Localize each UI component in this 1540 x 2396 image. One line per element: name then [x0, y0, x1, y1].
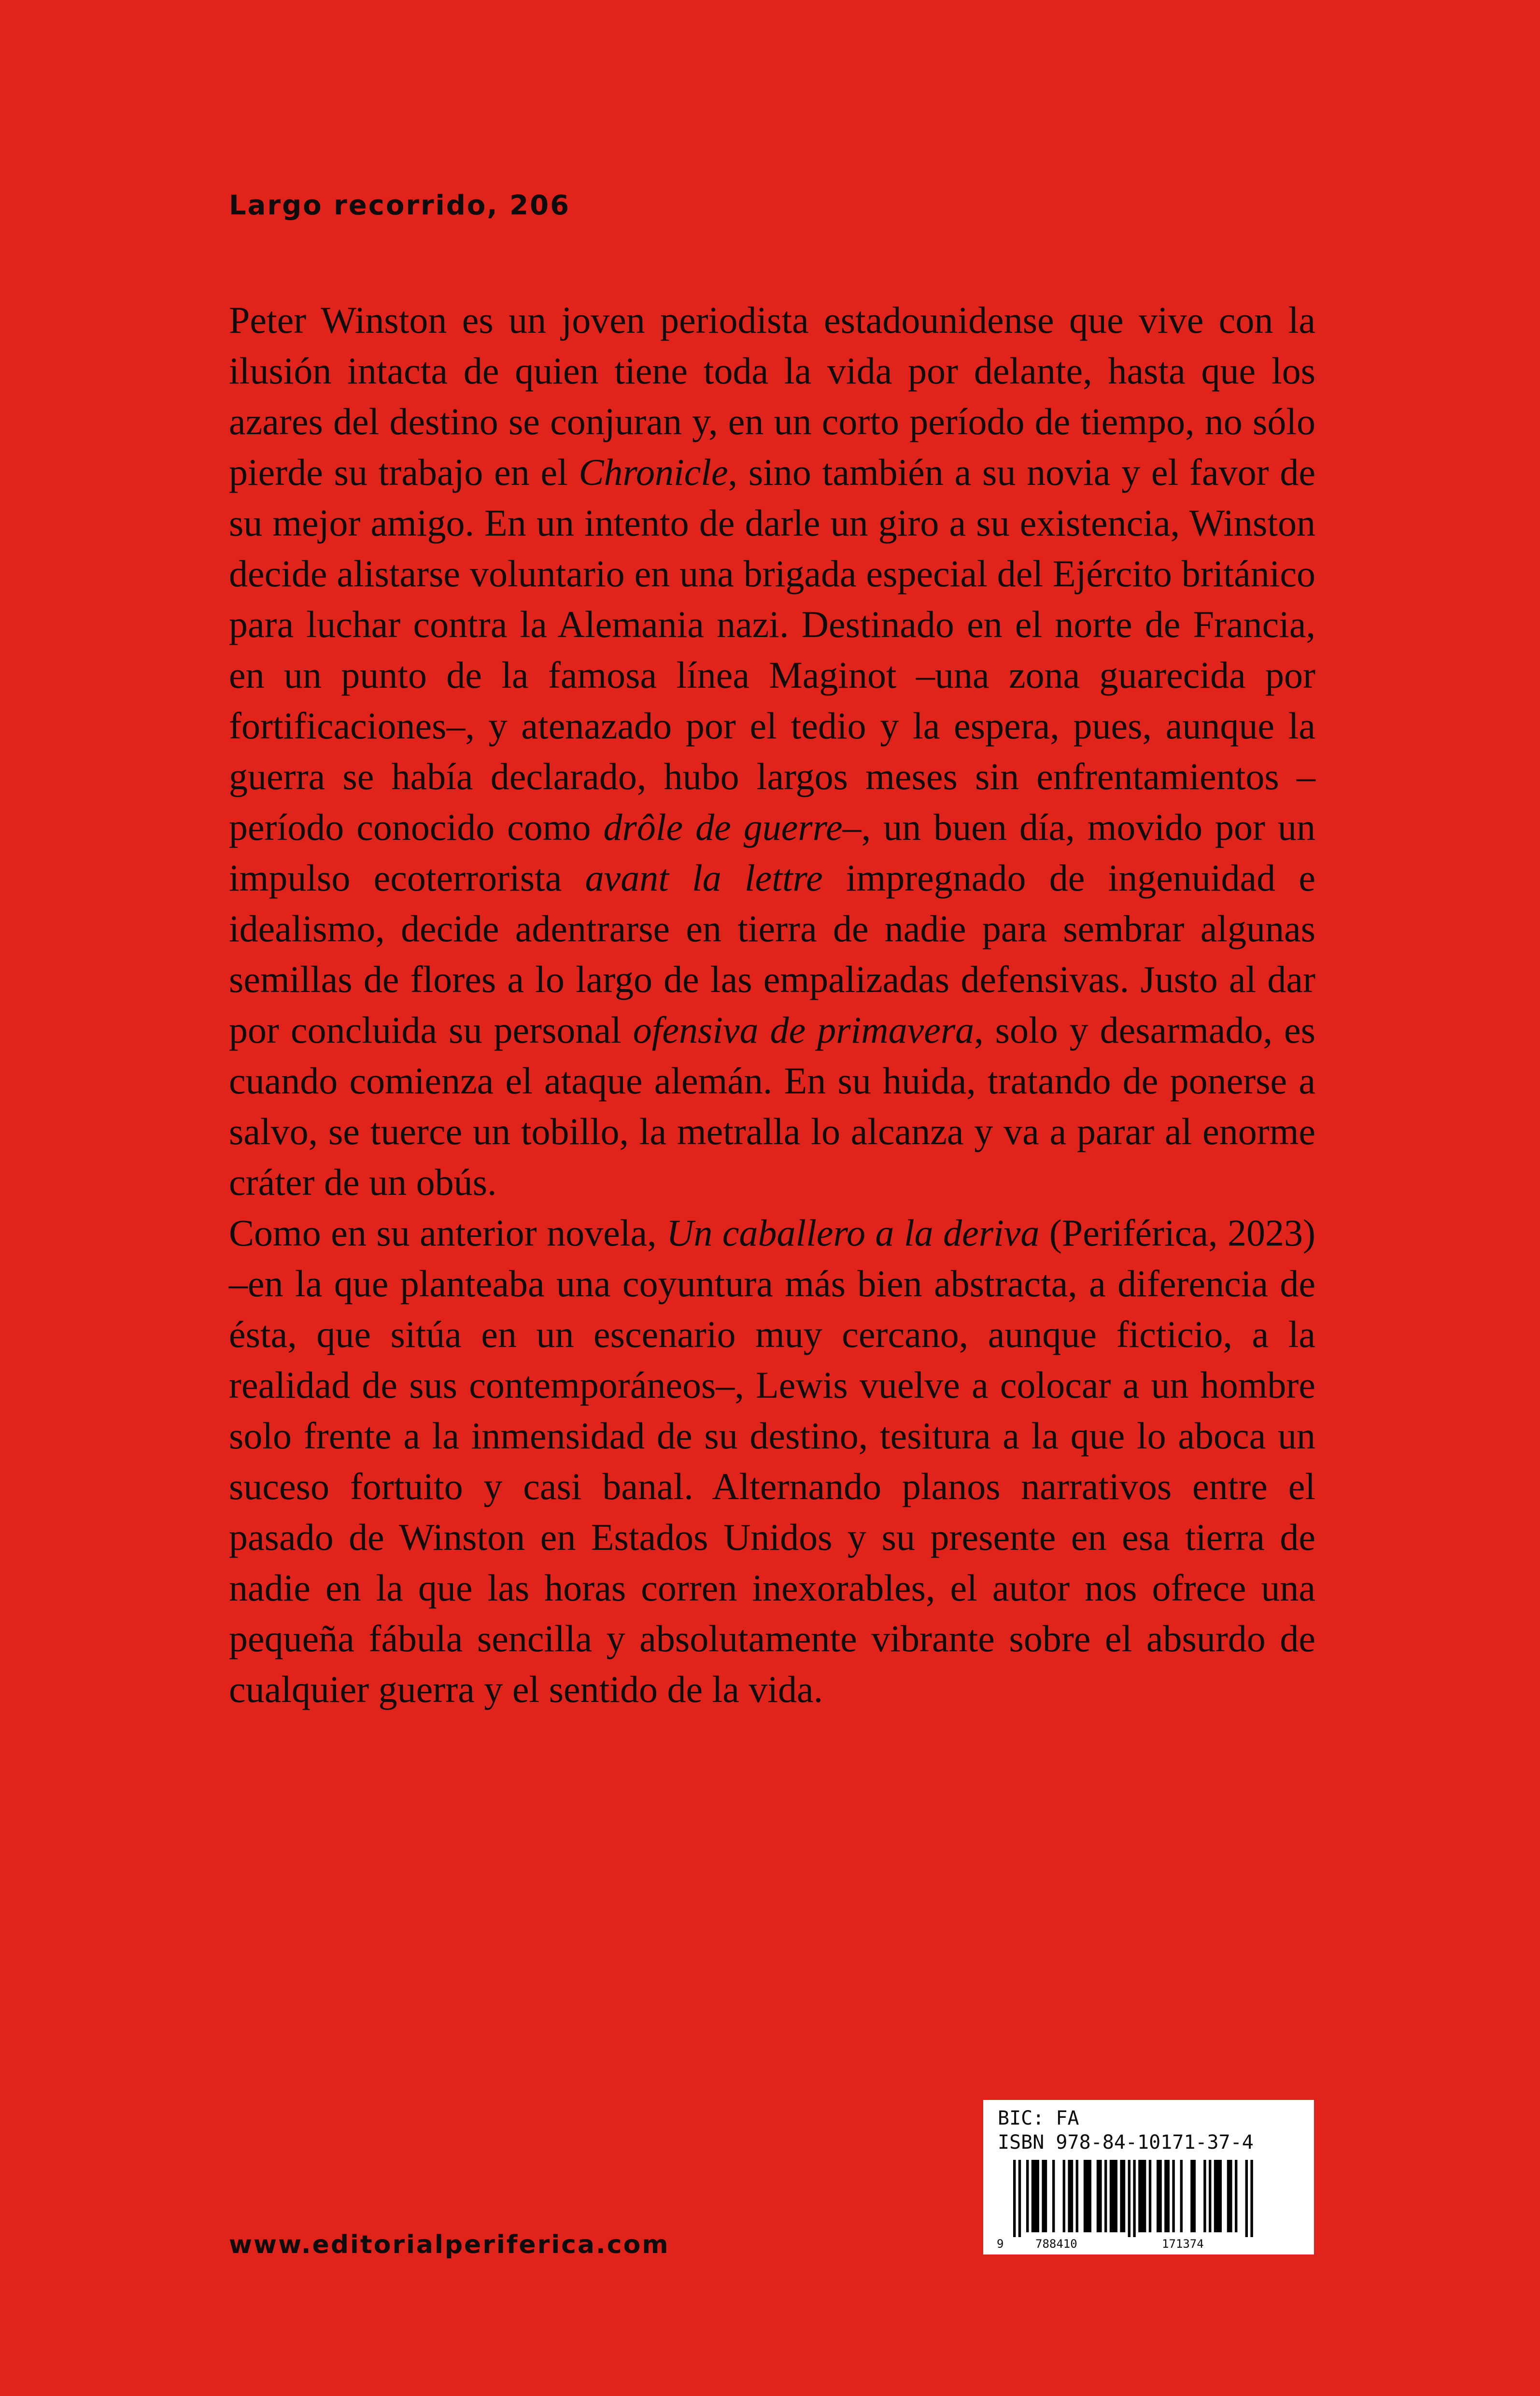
barcode-bar: [1214, 2160, 1222, 2232]
barcode-bar: [1250, 2160, 1253, 2237]
publisher-website: www.editorialperiferica.com: [229, 2230, 670, 2259]
blurb-paragraph-1: [229, 295, 1315, 1207]
isbn-number: ISBN 978-84-10171-37-4: [998, 2131, 1254, 2154]
barcode-bar: [1018, 2160, 1021, 2237]
barcode-bar: [1133, 2160, 1135, 2237]
barcode-bar: [1157, 2160, 1162, 2232]
barcode-digit-first: 9: [997, 2237, 1004, 2251]
barcode-bar: [1138, 2160, 1146, 2232]
blurb-paragraph-2: [229, 1207, 1315, 1715]
barcode-bar: [1026, 2160, 1029, 2232]
text-run: , sino también a su novia y el favor de su mejor amigo. En un intento de darle un giro a su existencia, Winston decide alistarse voluntario en una brigada especial del Ejército británico para luchar contra la Alemania nazi. Destinado en el norte de Francia, en un punto de la famosa línea Maginot –una zona guarecida por fortificaciones–, y atenazado por el tedio y la espera, pues, aunque la guerra se había declarado, hubo largos meses sin enfrentamientos –período conocido como: [229, 451, 1315, 848]
barcode-bar: [1172, 2160, 1174, 2232]
barcode-bar: [1227, 2160, 1232, 2232]
barcode-bar: [1063, 2160, 1065, 2232]
barcode-image: [1011, 2160, 1282, 2237]
barcode-bar: [1031, 2160, 1039, 2232]
barcode-bar: [1084, 2160, 1091, 2232]
text-run: Peter Winston es un joven periodista estadounidense que vive con la ilusión intacta de quien tiene toda la vida por delante, hasta que los azares del destino se conjuran y, en un corto período de tiempo, no sólo pierde su trabajo en el: [229, 299, 1315, 493]
italic-text-run: drôle de guerre: [603, 806, 843, 848]
text-run: , solo y desarmado, es cuando comienza el ataque alemán. En su huida, tratando de ponerse a salvo, se tuerce un tobillo, la metralla lo alcanza y va a parar al enorme cráter de un obús.: [229, 1009, 1315, 1203]
barcode-bar: [1042, 2160, 1047, 2232]
barcode-bar: [1180, 2160, 1183, 2232]
barcode-bar: [1245, 2160, 1248, 2237]
text-run: Como en su anterior novela,: [229, 1212, 667, 1254]
italic-text-run: ofensiva de primavera: [633, 1009, 975, 1051]
italic-text-run: Un caballero a la deriva: [666, 1212, 1040, 1254]
barcode-bar: [1120, 2160, 1125, 2232]
barcode-bar: [1076, 2160, 1078, 2232]
bic-code: BIC: FA: [998, 2107, 1079, 2129]
barcode-bar: [1149, 2160, 1151, 2232]
back-cover-blurb: [229, 295, 1315, 1715]
barcode-bar: [1164, 2160, 1170, 2232]
barcode-bar: [1203, 2160, 1206, 2232]
text-run: –, un buen día, movido por un impulso ecoterrorista: [229, 806, 1316, 899]
barcode-bar: [1104, 2160, 1107, 2232]
text-run: impregnado de ingenuidad e idealismo, decide adentrarse en tierra de nadie para sembrar algunas semillas de flores a lo largo de las empalizadas defensivas. Justo al dar por concluida su personal: [229, 857, 1315, 1051]
barcode-bar: [1235, 2160, 1237, 2232]
barcode-bar: [1013, 2160, 1016, 2237]
barcode-bar: [1052, 2160, 1055, 2232]
barcode-bar: [1110, 2160, 1117, 2232]
barcode-bar: [1190, 2160, 1196, 2232]
barcode-bar: [1209, 2160, 1211, 2232]
italic-text-run: avant la lettre: [585, 857, 823, 899]
barcode-bar: [1097, 2160, 1102, 2232]
isbn-barcode-panel: [983, 2100, 1314, 2254]
series-label: Largo recorrido, 206: [229, 190, 571, 221]
barcode-digits-right: 171374: [1162, 2237, 1204, 2251]
italic-text-run: Chronicle: [579, 451, 728, 493]
barcode-digits-left: 788410: [1035, 2237, 1077, 2251]
text-run: (Periférica, 2023) –en la que planteaba una coyuntura más bien abstracta, a diferencia de ésta, que sitúa en un escenario muy cercano, aunque ficticio, a la realidad de sus contemporáneos–, Lewis vuelve a colocar a un hombre solo frente a la inmensidad de su destino, tesitura a la que lo aboca un suceso fortuito y casi banal. Alternando planos narrativos entre el pasado de Winston en Estados Unidos y su presente en esa tierra de nadie en la que las horas corren inexorables, el autor nos ofrece una pequeña fábula sencilla y absolutamente vibrante sobre el absurdo de cualquier guerra y el sentido de la vida.: [229, 1212, 1315, 1710]
barcode-bar: [1068, 2160, 1073, 2232]
barcode-bar: [1128, 2160, 1130, 2237]
